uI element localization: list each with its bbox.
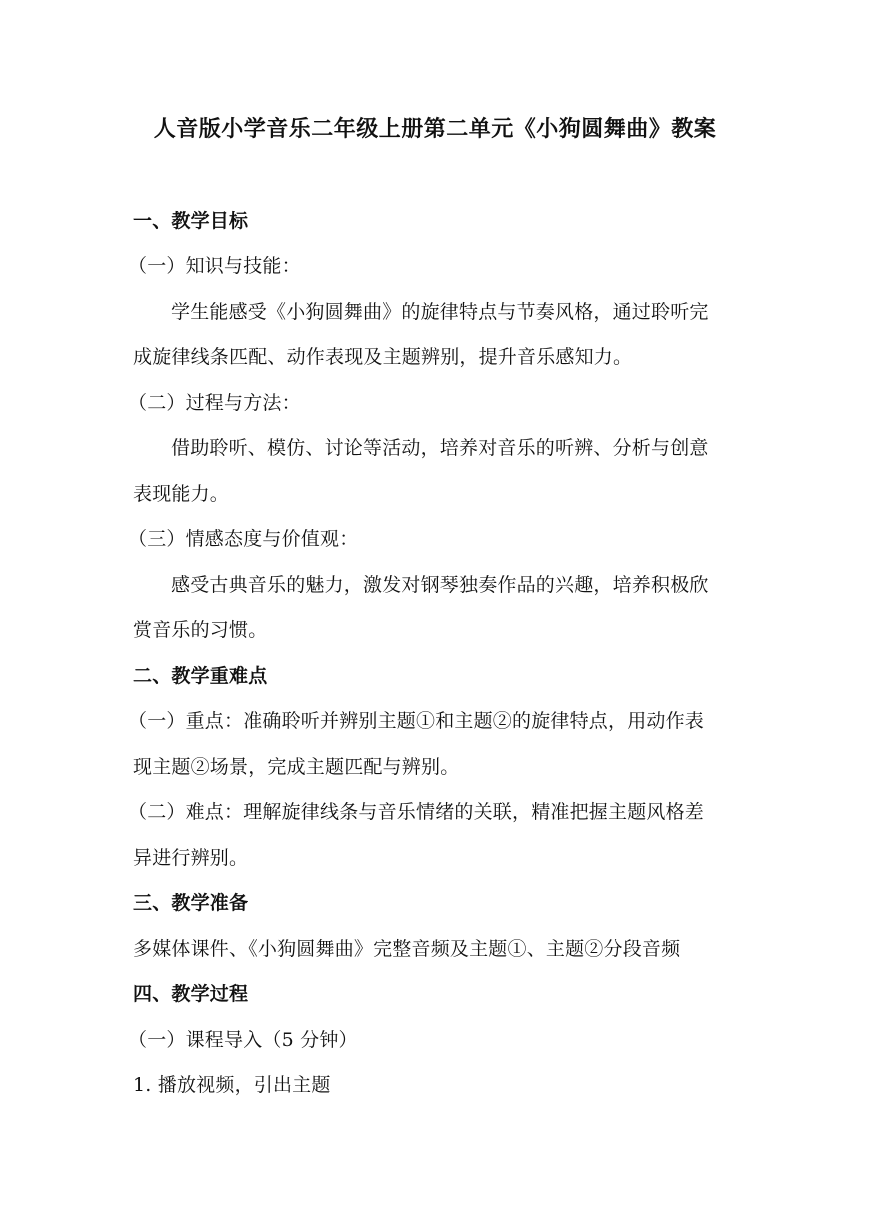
list-item: 1. 播放视频，引出主题 [133,1074,331,1096]
paragraph-line: 异进行辨别。 [133,847,249,869]
paragraph-line: （二）难点：理解旋律线条与音乐情绪的关联，精准把握主题风格差 [128,801,705,823]
subsection-heading-knowledge-skills: （一）知识与技能： [128,255,301,277]
subsection-heading-process-methods: （二）过程与方法： [128,392,301,414]
subsection-heading-emotion-values: （三）情感态度与价值观： [128,528,359,550]
paragraph-line: 多媒体课件、《小狗圆舞曲》完整音频及主题①、主题②分段音频 [133,938,681,960]
paragraph-line: 感受古典音乐的魅力，激发对钢琴独奏作品的兴趣，培养积极欣 [171,574,709,596]
paragraph-line: 学生能感受《小狗圆舞曲》的旋律特点与节奏风格，通过聆听完 [171,301,709,323]
section-heading-key-difficult-points: 二、教学重难点 [133,665,268,687]
document-title: 人音版小学音乐二年级上册第二单元《小狗圆舞曲》教案 [153,117,717,142]
section-heading-teaching-process: 四、教学过程 [133,983,249,1005]
paragraph-line: 现主题②场景，完成主题匹配与辨别。 [133,756,460,778]
section-heading-objectives: 一、教学目标 [133,210,249,232]
section-heading-preparation: 三、教学准备 [133,892,249,914]
paragraph-line: 成旋律线条匹配、动作表现及主题辨别，提升音乐感知力。 [133,346,633,368]
paragraph-line: 表现能力。 [133,483,230,505]
paragraph-line: 赏音乐的习惯。 [133,619,268,641]
paragraph-line: 借助聆听、模仿、讨论等活动，培养对音乐的听辨、分析与创意 [171,437,709,459]
subsection-heading-introduction: （一）课程导入（5 分钟） [128,1029,358,1051]
paragraph-line: （一）重点：准确聆听并辨别主题①和主题②的旋律特点，用动作表 [128,710,705,732]
